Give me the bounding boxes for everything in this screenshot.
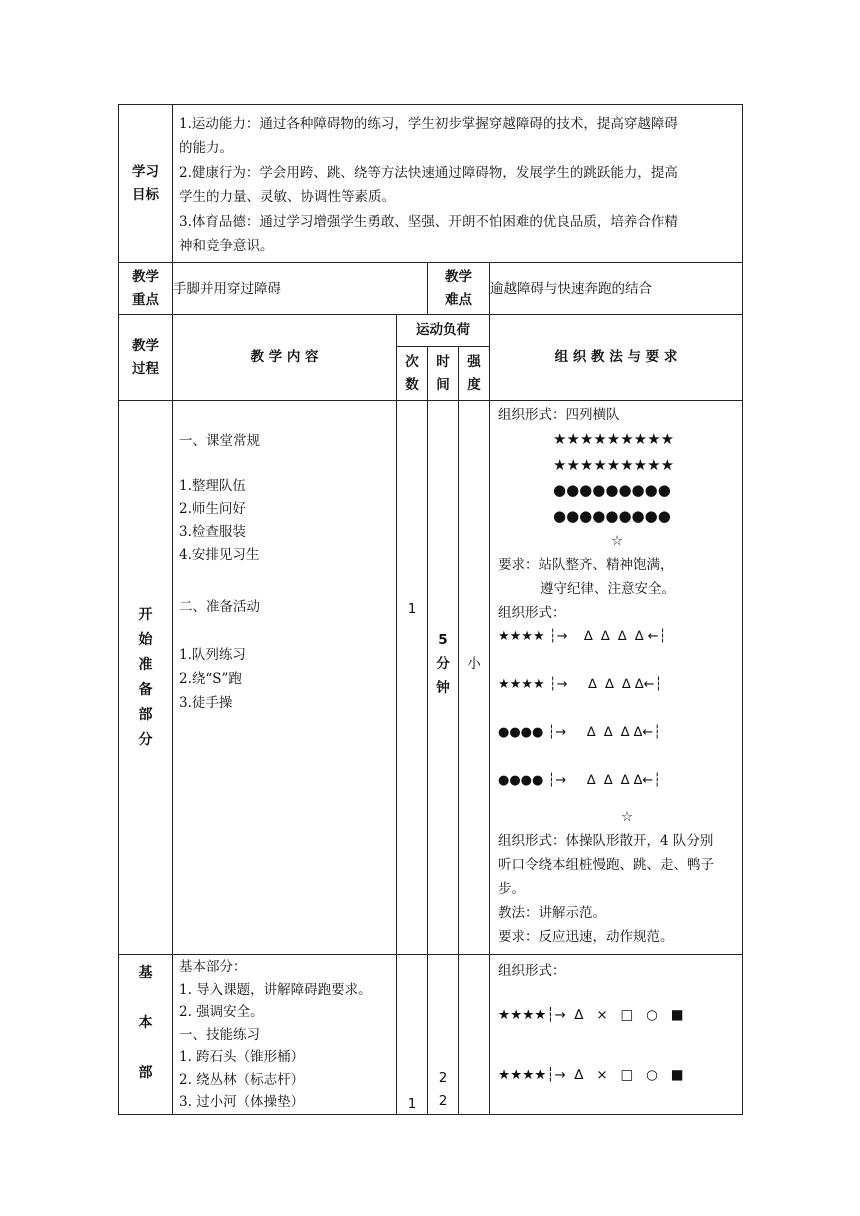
drill-row: ●●●● ┆→ ∆ ∆ ∆ ∆←┆ (498, 725, 662, 740)
objective-line: 2.健康行为：学会用跨、跳、绕等方法快速通过障碍物，发展学生的跳跃能力，提高 (179, 164, 678, 181)
requirement-line: 要求：反应迅速，动作规范。 (498, 929, 674, 945)
formation-label: 组织形式：四列横队 (498, 407, 620, 423)
basic-section-label: 基 本 部 (119, 955, 173, 1115)
process-header: 教学 过程 (119, 315, 173, 401)
objective-line: 3.体育品德：通过学习增强学生勇敢、坚强、开朗不怕困难的优良品质，培养合作精 (179, 213, 678, 230)
basic-section-content (173, 955, 397, 1115)
formation-label: 组织形式： (498, 605, 566, 621)
drill-row: ●●●● ┆→ ∆ ∆ ∆ ∆←┆ (498, 773, 662, 788)
lesson-plan-table (118, 104, 743, 1115)
teacher-star-icon: ☆ (610, 533, 624, 549)
requirement-line: 遵守纪律、注意安全。 (540, 581, 675, 597)
content-header: 教 学 内 容 (173, 315, 397, 401)
drill-row: ★★★★ ┆→ ∆ ∆ ∆ ∆←┆ (498, 677, 663, 692)
basic-line: 2. 绕丛林（标志杆） (179, 1071, 305, 1088)
start-time: 5 分 钟 (428, 401, 459, 955)
basic-section-method (490, 955, 743, 1115)
drill-diagram (498, 625, 736, 793)
start-intensity: 小 (459, 401, 490, 955)
basic-line: 1. 导入课题，讲解障碍跑要求。 (179, 981, 372, 998)
method-header: 组 织 教 法 与 要 求 (490, 315, 743, 401)
basic-line: 基本部分： (179, 959, 247, 975)
warmup-item: 2.绕“S”跑 (179, 671, 242, 687)
drill-row: ★★★★ ┆→ ∆ ∆ ∆ ∆ ←┆ (498, 629, 667, 644)
warmup-item: 1.队列练习 (179, 647, 246, 663)
objectives-header: 学习 目标 (119, 105, 173, 263)
process-header-row (119, 315, 743, 347)
intensity-header: 强 度 (459, 347, 490, 401)
description-line: 组织形式：体操队形散开，4 队分别 (498, 833, 714, 849)
difficulty-header: 教学 难点 (428, 263, 490, 315)
method-line: 教法：讲解示范。 (498, 905, 606, 921)
obstacle-drill-row: ★★★★┆→ ∆ × □ ○ ■ (498, 1007, 684, 1023)
basic-line: 一、技能练习 (179, 1026, 260, 1043)
count-header: 次 数 (397, 347, 428, 401)
formation-row: ★★★★★★★★★ (553, 455, 675, 474)
formation-row: ●●●●●●●●● (553, 506, 671, 525)
routine-item: 2.师生问好 (179, 501, 246, 517)
objectives-row (119, 105, 743, 263)
obstacle-drill-row: ★★★★┆→ ∆ × □ ○ ■ (498, 1067, 684, 1083)
load-header: 运动负荷 (397, 315, 490, 347)
key-point-text: 手脚并用穿过障碍 (173, 263, 428, 315)
basic-section-row (119, 955, 743, 1115)
routine-item: 3.检查服装 (179, 524, 246, 540)
basic-line: 3. 过小河（体操垫） (179, 1094, 305, 1110)
start-section-row (119, 401, 743, 955)
description-line: 听口令绕本组桩慢跑、跳、走、鸭子 (498, 857, 714, 873)
time-header: 时 间 (428, 347, 459, 401)
basic-line: 2. 强调安全。 (179, 1004, 264, 1020)
description-line: 步。 (498, 881, 525, 897)
formation-row: ●●●●●●●●● (553, 481, 671, 499)
warmup-item: 3.徒手操 (179, 695, 233, 711)
routine-item: 1.整理队伍 (179, 478, 246, 494)
objective-line: 神和竞争意识。 (179, 238, 274, 254)
focus-row (119, 263, 743, 315)
basic-time: 2 2 (428, 955, 459, 1115)
formation-row: ★★★★★★★★★ (553, 430, 675, 448)
basic-count: 1 (397, 955, 428, 1115)
teacher-star-icon: ☆ (620, 809, 634, 825)
objective-line: 1.运动能力：通过各种障碍物的练习，学生初步掌握穿越障碍的技术，提高穿越障碍 (179, 115, 678, 132)
objective-line: 的能力。 (179, 140, 233, 156)
requirement-line: 要求：站队整齐、精神饱满， (498, 557, 674, 573)
formation-diagram (498, 427, 736, 529)
start-count: 1 (397, 401, 428, 955)
objective-line: 学生的力量、灵敏、协调性等素质。 (179, 189, 395, 205)
basic-intensity (459, 955, 490, 1115)
routine-title: 一、课堂常规 (179, 433, 260, 449)
start-section-label: 开 始 准 备 部 分 (119, 401, 173, 955)
start-section-content (173, 401, 397, 955)
formation-label: 组织形式： (498, 963, 566, 979)
objectives-text (173, 105, 743, 263)
start-section-method (490, 401, 743, 955)
basic-line: 1. 跨石头（锥形桶） (179, 1049, 305, 1065)
key-point-header: 教学 重点 (119, 263, 173, 315)
routine-item: 4.安排见习生 (179, 547, 260, 563)
difficulty-text: 逾越障碍与快速奔跑的结合 (490, 263, 743, 315)
warmup-title: 二、准备活动 (179, 599, 260, 615)
